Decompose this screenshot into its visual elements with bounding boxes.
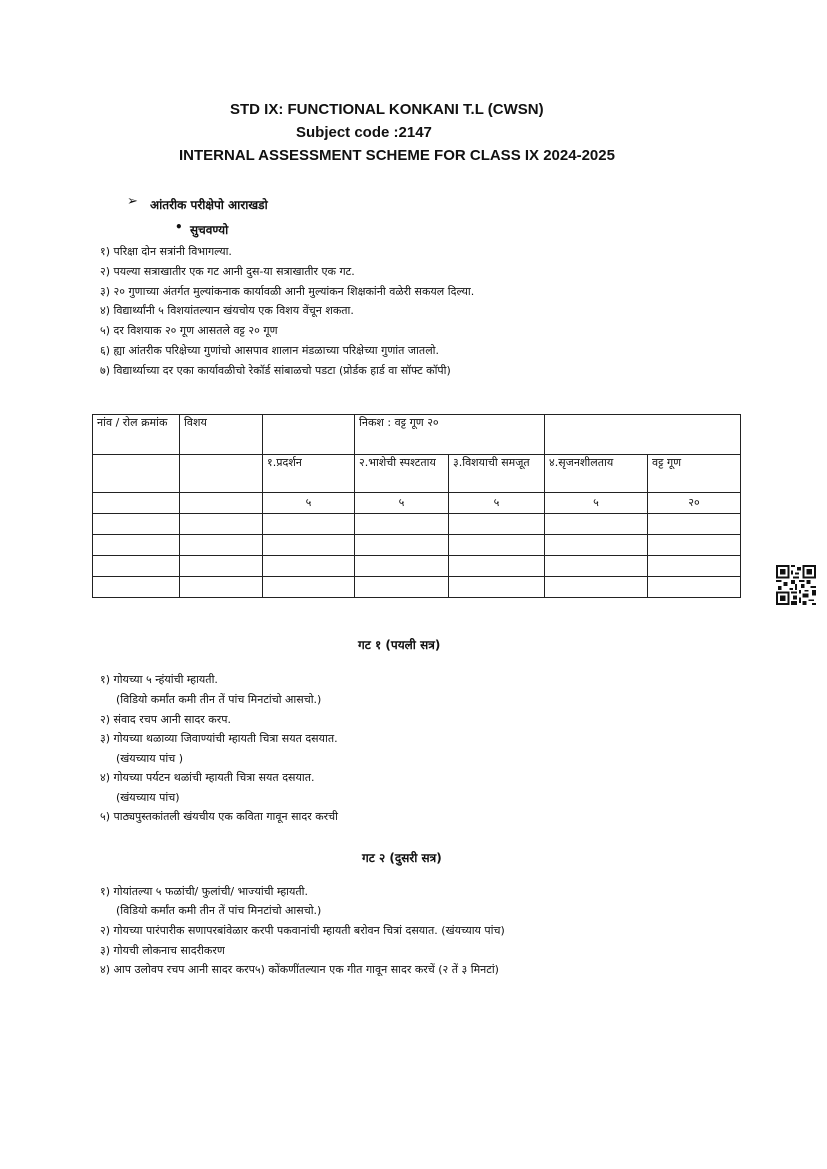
table-row	[93, 556, 741, 577]
criterion-header: ३.विशयाची समजूत	[449, 455, 545, 493]
group1-item: ३) गोयच्या थळाव्या जिवाण्यांची म्हायती चित्रा सयत दसयात.	[100, 732, 338, 745]
assessment-table	[92, 414, 741, 598]
instruction-item: ५) दर विशयाक २० गूण आसतले वट्ट २० गूण	[100, 324, 278, 337]
group1-item: ५) पाठ्यपुस्तकांतली खंयचीय एक कविता गावून सादर करची	[100, 810, 338, 823]
scheme-title: INTERNAL ASSESSMENT SCHEME FOR CLASS IX 2024-2025	[179, 147, 615, 164]
header-assessment-right	[545, 415, 741, 455]
qr-code-icon	[776, 565, 816, 605]
group1-item: (खंयच्याय पांच )	[116, 752, 184, 765]
criterion-header: वट्ट गूण	[648, 455, 741, 493]
group1-item: २) संवाद रचप आनी सादर करप.	[100, 713, 231, 726]
marks-cell: ५	[545, 493, 648, 514]
group2-item: १) गोयांतल्या ५ फळांची/ फुलांची/ भाज्यांची म्हायती.	[100, 885, 309, 898]
group2-title: गट २ (दुसरी सत्र)	[362, 851, 442, 865]
group1-item: ४) गोयच्या पर्यटन थळांची म्हायती चित्रा सयत दसयात.	[100, 771, 315, 784]
instruction-item: ३) २० गुणाच्या अंतर्गत मुल्यांकनाक कार्यावळी आनी मुल्यांकन शिक्षकांनी वळेरी सकयल दिल्या.	[100, 285, 475, 298]
subject-code: Subject code :2147	[296, 124, 432, 141]
table-cell	[93, 493, 180, 514]
marks-cell: ५	[263, 493, 355, 514]
instruction-item: ६) ह्या आंतरीक परिक्षेच्या गुणांचो आसपाव शालान मंडळाच्या परिक्षेच्या गुणांत जातलो.	[100, 344, 439, 357]
group1-title: गट १ (पयली सत्र)	[358, 638, 441, 652]
header-name-roll: नांव / रोल क्रमांक	[93, 415, 180, 455]
criterion-header: १.प्रदर्शन	[263, 455, 355, 493]
instructions-heading: सुचवण्यो	[190, 223, 229, 237]
group2-item: (विडियो कर्मांत कमी तीन तें पांच मिनटांचो आसचो.)	[116, 904, 322, 917]
group1-item: १) गोयच्या ५ न्हंयांची म्हायती.	[100, 673, 218, 686]
table-cell	[180, 493, 263, 514]
marks-cell: ५	[355, 493, 449, 514]
table-row	[93, 535, 741, 556]
header-blank	[263, 415, 355, 455]
table-cell	[93, 455, 180, 493]
document-title: STD IX: FUNCTIONAL KONKANI T.L (CWSN)	[230, 101, 544, 118]
group1-item: (खंयच्याय पांच)	[116, 791, 180, 804]
instruction-item: ४) विद्यार्थ्यांनी ५ विशयांतल्यान खंयचोय एक विशय वेंचून शकता.	[100, 304, 354, 317]
instruction-item: २) पयल्या सत्राखातीर एक गट आनी दुस-या सत्राखातीर एक गट.	[100, 265, 355, 278]
marks-cell: २०	[648, 493, 741, 514]
group2-item: ४) आप उलोवप रचप आनी सादर करप५) कोंकणींतल्यान एक गीत गावून सादर करचें (२ तें ३ मिनटां)	[100, 963, 499, 976]
table-row	[93, 577, 741, 598]
instruction-item: १) परिक्षा दोन सत्रांनी विभागल्या.	[100, 245, 232, 258]
header-assessment: निकश : वट्ट गूण २०	[355, 415, 545, 455]
criterion-header: २.भाशेची स्पश्टताय	[355, 455, 449, 493]
group2-item: २) गोयच्या पारंपारीक सणापरबांवेळार करपी पकवानांची म्हायती बरोवन चित्रां दसयात. (खंयच्याय पांच)	[100, 924, 505, 937]
section-heading: आंतरीक परीक्षेपो आराखडो	[150, 198, 268, 212]
bullet-icon: •	[175, 220, 183, 234]
group1-item: (विडियो कर्मांत कमी तीन तें पांच मिनटांचो आसचो.)	[116, 693, 322, 706]
criterion-header: ४.सृजनशीलताय	[545, 455, 648, 493]
marks-cell: ५	[449, 493, 545, 514]
table-row	[93, 514, 741, 535]
header-subject: विशय	[180, 415, 263, 455]
instruction-item: ७) विद्यार्थ्याच्या दर एका कार्यावळीचो रेकॉर्ड सांबाळचो पडटा (प्रोर्डक हार्ड वा सॉफ्ट कॉपी)	[100, 364, 451, 377]
group2-item: ३) गोयची लोकनाच सादरीकरण	[100, 944, 225, 957]
table-cell	[180, 455, 263, 493]
arrow-icon: ➢	[127, 194, 138, 209]
